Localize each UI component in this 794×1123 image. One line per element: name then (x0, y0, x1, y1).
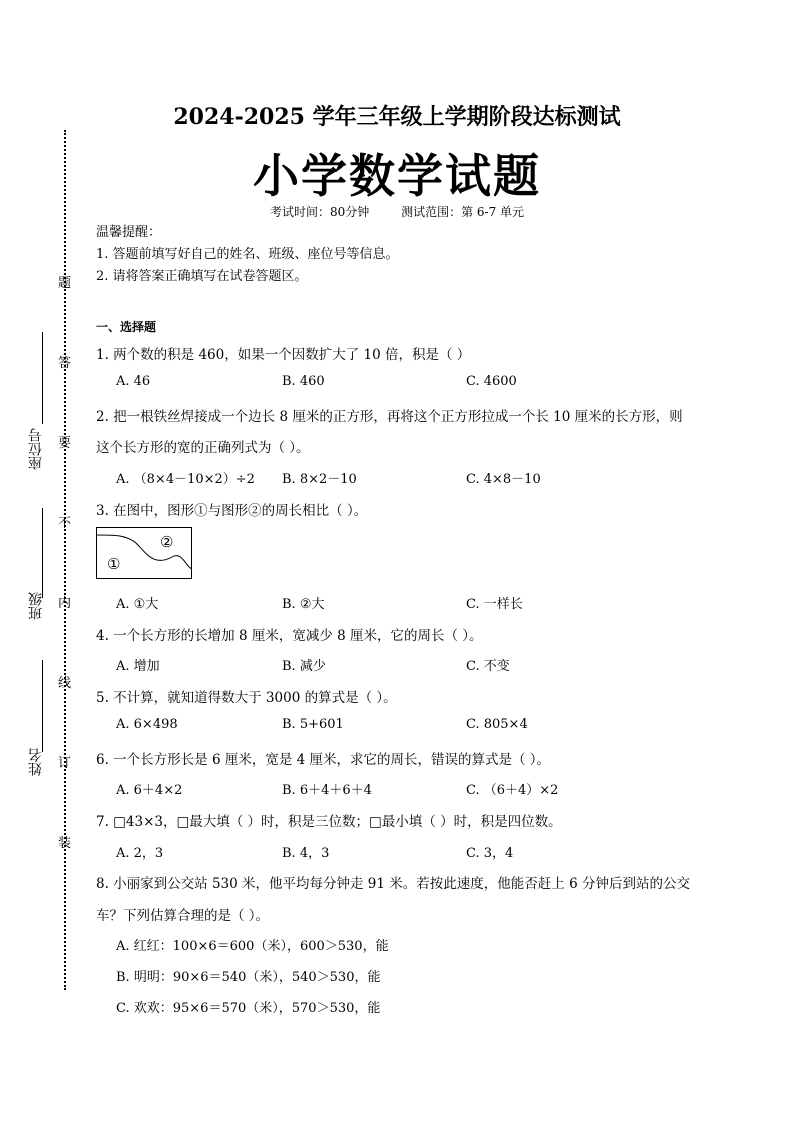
option-b[interactable]: B. 8×2－10 (282, 472, 357, 487)
option-b[interactable]: B. 减少 (282, 659, 326, 674)
question-text: 3. 在图中，图形①与图形②的周长相比（ ）。 (96, 503, 368, 519)
class-blank[interactable] (42, 508, 43, 598)
class-label: 班级 (28, 592, 44, 620)
option-a[interactable]: A. 46 (116, 374, 151, 389)
option-a[interactable]: A. （8×4－10×2）÷2 (116, 472, 255, 487)
section-title: 一、选择题 (96, 320, 157, 334)
tip-item: 1. 答题前填写好自己的姓名、班级、座位号等信息。 (96, 247, 399, 262)
option-b[interactable]: B. 6＋4＋6＋4 (282, 783, 372, 798)
option-c[interactable]: C. 4600 (466, 374, 517, 389)
exam-title: 2024-2025 学年三年级上学期阶段达标测试 (173, 104, 621, 130)
exam-info (0, 203, 794, 220)
option-b[interactable]: B. 4，3 (282, 846, 330, 861)
seat-number-label: 座位号 (28, 428, 44, 470)
name-label: 姓名 (28, 748, 44, 776)
question-text: 5. 不计算，就知道得数大于 3000 的算式是（ ）。 (96, 690, 397, 706)
option-c[interactable]: C. （6＋4）×2 (466, 783, 559, 798)
option-b[interactable]: B. 5+601 (282, 717, 344, 732)
tip-item: 2. 请将答案正确填写在试卷答题区。 (96, 269, 308, 284)
question-text: 4. 一个长方形的长增加 8 厘米，宽减少 8 厘米，它的周长（ ）。 (96, 628, 483, 644)
name-blank[interactable] (42, 660, 43, 752)
question-text: 7. □43×3，□最大填（ ）时，积是三位数；□最小填（ ）时，积是四位数。 (96, 814, 562, 830)
question-text: 车？下列估算合理的是（ ）。 (96, 908, 270, 924)
option-a[interactable]: A. 6＋4×2 (116, 783, 183, 798)
binding-char: 装 (58, 836, 72, 851)
figure-label-1: ① (107, 555, 121, 573)
tips-title: 温馨提醒： (96, 225, 162, 240)
question-text: 2. 把一根铁丝焊接成一个边长 8 厘米的正方形，再将这个正方形拉成一个长 10 厘米的长方形，则 (96, 409, 683, 425)
option-b[interactable]: B. ②大 (282, 597, 325, 612)
option-a[interactable]: A. 2，3 (116, 846, 164, 861)
figure-label-2: ② (160, 533, 174, 551)
option-c[interactable]: C. 一样长 (466, 597, 523, 612)
option-c[interactable]: C. 3，4 (466, 846, 514, 861)
option-c[interactable]: C. 不变 (466, 659, 510, 674)
binding-char: 要 (58, 436, 72, 451)
option-c[interactable]: C. 805×4 (466, 717, 528, 732)
seat-number-blank[interactable] (42, 332, 43, 424)
question-text: 1. 两个数的积是 460，如果一个因数扩大了 10 倍，积是（ ） (96, 347, 471, 363)
option-c[interactable]: C. 4×8－10 (466, 472, 541, 487)
option-a[interactable]: A. 增加 (116, 659, 160, 674)
figure-rectangle-split (96, 527, 192, 579)
binding-char: 订 (58, 756, 72, 771)
question-text: 6. 一个长方形长是 6 厘米，宽是 4 厘米，求它的周长，错误的算式是（ ）。 (96, 752, 551, 768)
option-a[interactable]: A. 红红：100×6＝600（米），600＞530，能 (116, 939, 389, 954)
exam-time: 考试时间：80分钟 (269, 205, 370, 219)
binding-char: 题 (58, 276, 72, 291)
binding-char: 不 (58, 516, 72, 531)
option-a[interactable]: A. 6×498 (116, 717, 178, 732)
option-b[interactable]: B. 460 (282, 374, 325, 389)
option-b[interactable]: B. 明明：90×6＝540（米），540＞530，能 (116, 970, 381, 985)
binding-char: 内 (58, 596, 72, 611)
option-c[interactable]: C. 欢欢：95×6＝570（米），570＞530，能 (116, 1001, 381, 1016)
subject-title: 小学数学试题 (253, 149, 541, 203)
binding-char: 答 (58, 356, 72, 371)
binding-char: 线 (58, 676, 72, 691)
option-a[interactable]: A. ①大 (116, 597, 159, 612)
question-text: 这个长方形的宽的正确列式为（ ）。 (96, 440, 310, 456)
exam-scope: 测试范围：第 6-7 单元 (401, 205, 525, 219)
tips-block (96, 222, 399, 288)
binding-dotted-line (64, 130, 66, 990)
question-text: 8. 小丽家到公交站 530 米，他平均每分钟走 91 米。若按此速度，他能否赶上 6 分钟后到站的公交 (96, 876, 690, 892)
